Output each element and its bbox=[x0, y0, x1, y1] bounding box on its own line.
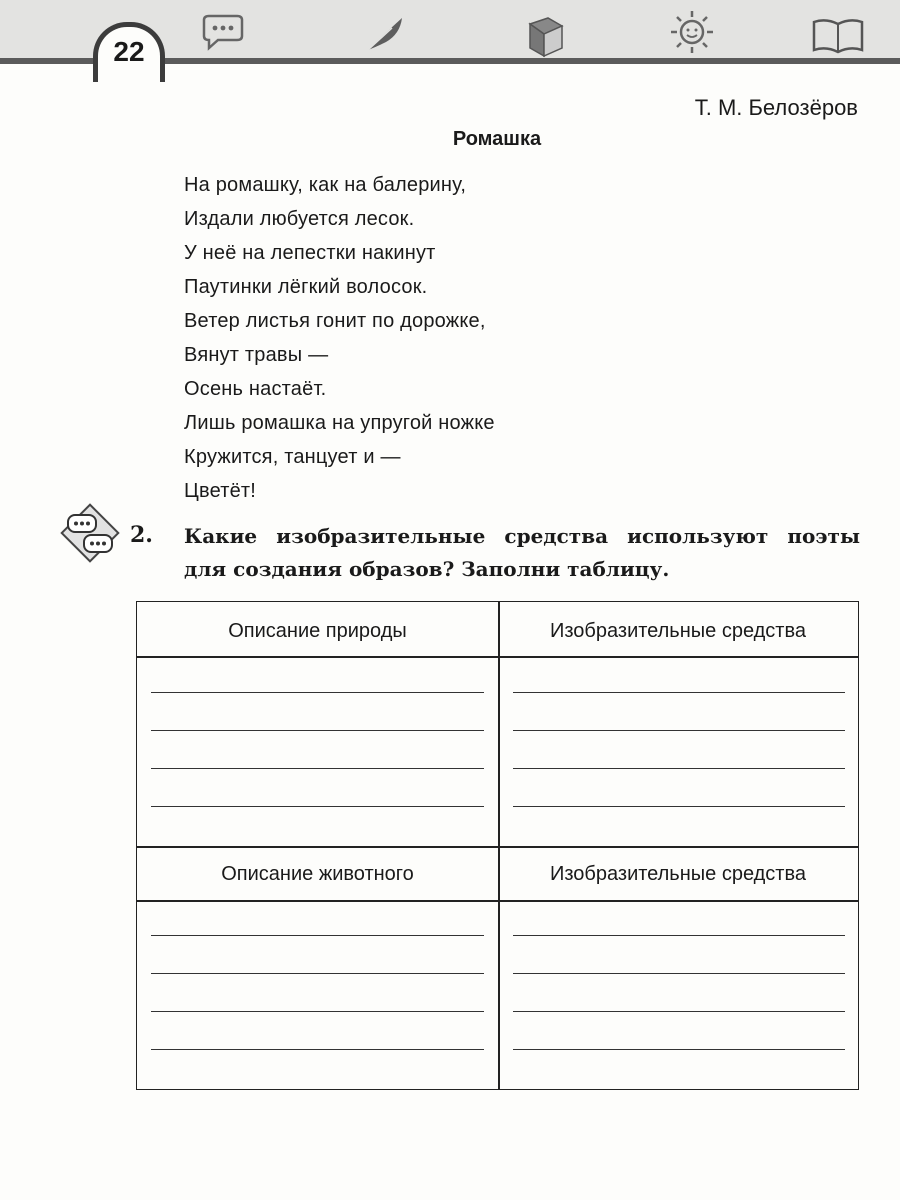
header-nature-description: Описание природы bbox=[228, 620, 407, 642]
writing-line[interactable] bbox=[513, 768, 845, 769]
writing-line[interactable] bbox=[513, 1049, 845, 1050]
discussion-icon bbox=[60, 503, 120, 563]
poem-line: Осень настаёт. bbox=[184, 378, 327, 400]
writing-line[interactable] bbox=[513, 1011, 845, 1012]
task-instruction: Какие изобразительные средства используют поэты для создания образов? Заполни таблицу. bbox=[184, 524, 860, 581]
writing-line[interactable] bbox=[513, 935, 845, 936]
feather-icon bbox=[362, 14, 408, 54]
header-animal-description: Описание животного bbox=[221, 863, 414, 885]
chat-bubble-icon bbox=[200, 14, 246, 54]
poem-body bbox=[184, 168, 495, 508]
writing-line[interactable] bbox=[151, 730, 484, 731]
poem-line: Ветер листья гонит по дорожке, bbox=[184, 310, 486, 332]
writing-line[interactable] bbox=[151, 806, 484, 807]
writing-line[interactable] bbox=[151, 1049, 484, 1050]
writing-line[interactable] bbox=[513, 973, 845, 974]
poem-line: Паутинки лёгкий волосок. bbox=[184, 276, 428, 298]
page-number: 22 bbox=[113, 36, 145, 67]
book-icon bbox=[522, 14, 568, 58]
writing-line[interactable] bbox=[151, 692, 484, 693]
poem-line: Издали любуется лесок. bbox=[184, 208, 415, 230]
poem-title: Ромашка bbox=[452, 128, 542, 150]
header-expressive-means: Изобразительные средства bbox=[549, 620, 806, 642]
writing-line[interactable] bbox=[513, 692, 845, 693]
writing-line[interactable] bbox=[151, 935, 484, 936]
poem-line: На ромашку, как на балерину, bbox=[184, 174, 467, 196]
open-book-icon bbox=[810, 16, 866, 56]
poem-line: Кружится, танцует и — bbox=[184, 446, 401, 468]
answer-table bbox=[136, 601, 859, 1090]
task-number: 2. bbox=[130, 522, 153, 548]
poem-line: Вянут травы — bbox=[184, 344, 329, 366]
writing-line[interactable] bbox=[513, 806, 845, 807]
writing-line[interactable] bbox=[151, 973, 484, 974]
poem-author: Т. М. Белозёров bbox=[694, 95, 858, 120]
writing-line[interactable] bbox=[513, 730, 845, 731]
poem-line: У неё на лепестки накинут bbox=[184, 242, 436, 264]
header-expressive-means: Изобразительные средства bbox=[549, 863, 806, 885]
poem-line: Цветёт! bbox=[184, 480, 257, 502]
sun-icon bbox=[668, 8, 716, 56]
writing-line[interactable] bbox=[151, 1011, 484, 1012]
writing-line[interactable] bbox=[151, 768, 484, 769]
poem-line: Лишь ромашка на упругой ножке bbox=[184, 412, 495, 434]
